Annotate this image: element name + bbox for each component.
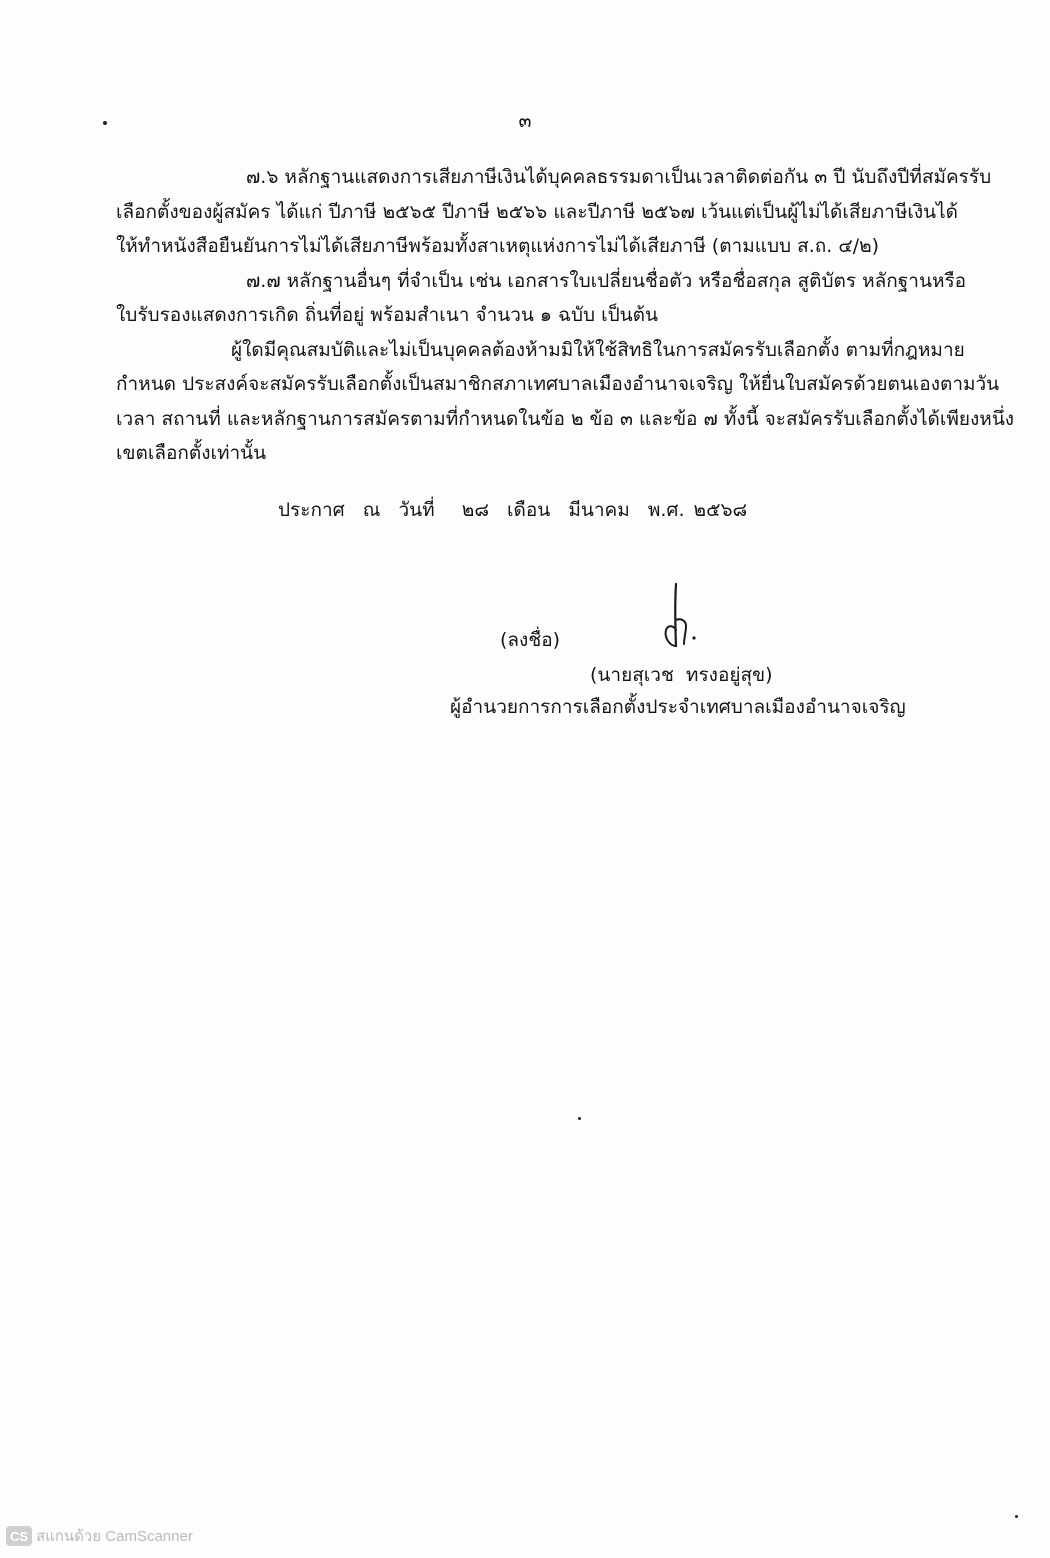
camscanner-logo-icon: CS [6,1526,32,1546]
document-body [116,160,1015,471]
closing-line-1: ผู้ใดมีคุณสมบัติและไม่เป็นบุคคลต้องห้ามมิให้ใช้สิทธิในการสมัครรับเลือกตั้ง ตามที่กฎหมาย [231,338,965,361]
camscanner-text: สแกนด้วย CamScanner [36,1528,193,1545]
item-7-6-line-3: ให้ทำหนังสือยืนยันการไม่ได้เสียภาษีพร้อมทั้งสาเหตุแห่งการไม่ได้เสียภาษี (ตามแบบ ส.ถ. ๔/๒) [116,235,880,257]
closing-line-4: เขตเลือกตั้งเท่านั้น [116,442,267,464]
item-7-7-line-2: ใบรับรองแสดงการเกิด ถิ่นที่อยู่ พร้อมสำเนา จำนวน ๑ ฉบับ เป็นต้น [116,304,658,326]
camscanner-watermark [6,1525,193,1547]
sign-label: (ลงชื่อ) [500,629,561,651]
signer-title: ผู้อำนวยการการเลือกตั้งประจำเทศบาลเมืองอำนาจเจริญ [450,696,906,718]
closing-line-3: เวลา สถานที่ และหลักฐานการสมัครตามที่กำหนดในข้อ ๒ ข้อ ๓ และข้อ ๗ ทั้งนี้ จะสมัครรับเลือกตั้งได้เพียงหนึ่ง [116,407,1015,430]
handwritten-signature [640,580,700,660]
page-number: ๓ [518,110,532,132]
announcement-date: ประกาศ ณ วันที่ ๒๘ เดือน มีนาคม พ.ศ. ๒๕๖๘ [278,499,748,521]
item-7-6-line-2: เลือกตั้งของผู้สมัคร ได้แก่ ปีภาษี ๒๕๖๕ ปีภาษี ๒๕๖๖ และปีภาษี ๒๕๖๗ เว้นแต่เป็นผู้ไม่ได้เสียภาษีเงินได้ [116,200,958,223]
scan-speck [1015,1515,1018,1518]
scan-speck [578,1117,581,1120]
closing-line-2: กำหนด ประสงค์จะสมัครรับเลือกตั้งเป็นสมาชิกสภาเทศบาลเมืองอำนาจเจริญ ให้ยื่นใบสมัครด้วยตนเองตามวัน [116,373,1000,395]
item-7-7-line-1: ๗.๗ หลักฐานอื่นๆ ที่จำเป็น เช่น เอกสารใบเปลี่ยนชื่อตัว หรือชื่อสกุล สูติบัตร หลักฐานหรือ [246,269,967,292]
signer-name: (นายสุเวช ทรงอยู่สุข) [590,664,773,686]
item-7-6-line-1: ๗.๖ หลักฐานแสดงการเสียภาษีเงินได้บุคคลธรรมดาเป็นเวลาติดต่อกัน ๓ ปี นับถึงปีที่สมัครรับ [246,166,992,188]
